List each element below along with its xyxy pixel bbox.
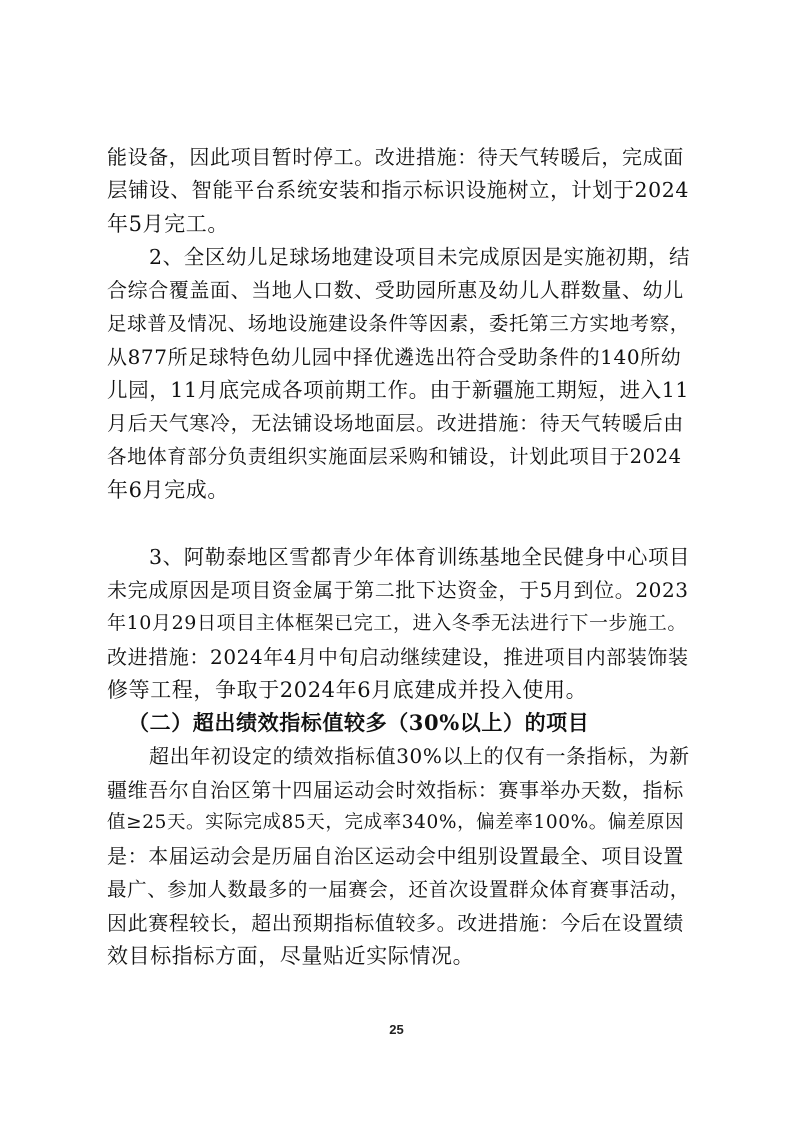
text-line: 3、阿勒泰地区雪都青少年体育训练基地全民健身中心项目	[149, 544, 691, 569]
text-line: 改进措施：2024年4月中旬启动继续建设，推进项目内部装饰装	[107, 644, 689, 669]
text-line: 月后天气寒冷，无法铺设场地面层。改进措施：待天气转暖后由	[107, 411, 684, 436]
text-line: 足球普及情况、场地设施建设条件等因素，委托第三方实地考察，	[107, 311, 690, 335]
text-line: 年10月29日项目主体框架已完工，进入冬季无法进行下一步施工。	[107, 612, 687, 635]
section-heading: （二）超出绩效指标值较多（30%以上）的项目	[128, 710, 590, 736]
text-line: 值≥25天。实际完成85天，完成率340%，偏差率100%。偏差原因	[107, 812, 685, 833]
text-line: 最广、参加人数最多的一届赛会，还首次设置群众体育赛事活动，	[107, 877, 690, 901]
page-number: 25	[389, 1022, 404, 1037]
text-line: 合综合覆盖面、当地人口数、受助园所惠及幼儿人群数量、幼儿	[107, 278, 684, 303]
text-line: 2、全区幼儿足球场地建设项目未完成原因是实施初期，结	[149, 244, 691, 269]
text-line: 儿园，11月底完成各项前期工作。由于新疆施工期短，进入11	[107, 378, 690, 403]
text-line: 修等工程，争取于2024年6月底建成并投入使用。	[107, 677, 588, 702]
text-line: 从877所足球特色幼儿园中择优遴选出符合受助条件的140所幼	[107, 344, 682, 369]
text-line: 能设备，因此项目暂时停工。改进措施：待天气转暖后，完成面	[107, 145, 684, 169]
text-line: 年6月完成。	[107, 478, 229, 502]
text-line: 是：本届运动会是历届自治区运动会中组别设置最全、项目设置	[107, 844, 684, 869]
text-line: 层铺设、智能平台系统安装和指示标识设施树立，计划于2024	[107, 178, 690, 203]
text-line: 年5月完工。	[107, 211, 229, 236]
text-line: 未完成原因是项目资金属于第二批下达资金，于5月到位。2023	[107, 577, 689, 602]
text-line: 各地体育部分负责组织实施面层采购和铺设，计划此项目于2024	[107, 444, 682, 468]
text-line: 超出年初设定的绩效指标值30%以上的仅有一条指标，为新	[149, 744, 690, 769]
text-line: 疆维吾尔自治区第十四届运动会时效指标：赛事举办天数，指标	[107, 777, 684, 802]
text-line: 效目标指标方面，尽量贴近实际情况。	[107, 944, 475, 969]
text-line: 因此赛程较长，超出预期指标值较多。改进措施：今后在设置绩	[107, 910, 684, 935]
